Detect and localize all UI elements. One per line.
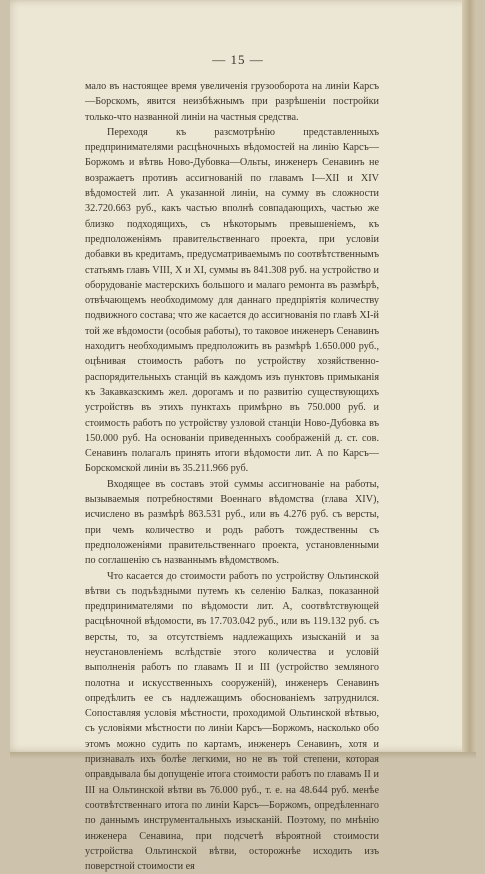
paragraph-1: мало въ настоящее время увеличенія грузооборота на линіи Карсъ—Борскомъ, явится неизбѣжнымъ при разрѣшеніи постройки только-что названной линіи на частныя средства. [85, 79, 379, 125]
page-number: — 15 — [0, 52, 476, 68]
paragraph-2: Переходя къ разсмотрѣнію представленныхъ предпринимателями расцѣночныхъ вѣдомостей на линію Карсъ—Боржомъ и вѣтвь Ново-Дубовка—Ольты, инженеръ Сенавинъ не возражаетъ противъ ассигнованій по главамъ I—XII и XIV вѣдомостей лит. А указанной линіи, на сумму въ сложности 32.720.663 руб., какъ частью вполнѣ совпадающихъ, частью же близко подходящихъ, съ нѣкоторымъ превышеніемъ, къ предположеніямъ правительственнаго проекта, при условіи добавки въ кредитамъ, предусматриваемымъ по соотвѣтственнымъ статьямъ главъ VIII, X и XI, суммы въ 841.308 руб. на устройство и оборудованіе мастерскихъ большого и малаго ремонта въ размѣрѣ, отвѣчающемъ необходимому для даннаго предпріятія количеству подвижного состава; что же касается до ассигнованія по главѣ XI-й той же вѣдомости (особыя работы), то таковое инженеръ Сенавинъ находитъ необходимымъ предположить въ размѣрѣ 1.650.000 руб., оцѣнивая стоимость работъ по устройству хозяйственно-распорядительныхъ станцій въ каждомъ изъ пунктовъ примыканія къ Закавказскимъ жел. дорогамъ и по развитію существующихъ устройствъ въ этихъ пунктахъ примѣрно въ 750.000 руб. и стоимость работъ по устройству узловой станціи Ново-Дубовка въ 150.000 руб. На основаніи приведенныхъ соображеній д. ст. сов. Сенавинъ полагалъ принять итоги вѣдомости лит. А по Карсъ—Борскомской линіи въ 35.211.966 руб. [85, 125, 379, 477]
paragraph-4: Что касается до стоимости работъ по устройству Ольтинской вѣтви съ подъѣздными путемъ къ селенію Балказ, показанной предпринимателями по вѣдомости лит. А, соотвѣтствующей расцѣночной вѣдомости, въ 17.703.042 руб., или въ 119.132 руб. съ версты, то, за отсутствіемъ надлежащихъ изысканій и за неустановленіемъ вслѣдствіе этого количества и условій выполненія работъ по главамъ II и III (устройство земляного полотна и искусственныхъ сооруженій), инженеръ Сенавинъ опредѣлить ее съ надлежащимъ обоснованіемъ затруднился. Сопоставляя условія мѣстности, проходимой Ольтинской вѣтвью, съ условіями мѣстности по линіи Карсъ—Боржомъ, насколько обо этомъ можно судить по картамъ, инженеръ Сенавинъ, хотя и признавалъ ихъ болѣе легкими, но не въ той степени, которая оправдывала бы допущеніе итога стоимости работъ по главамъ II и III на Ольтинской вѣтви въ 76.000 руб., т. е. на 48.644 руб. менѣе соотвѣтственнаго итога по линіи Карсъ—Боржомъ, опредѣленнаго по даннымъ инструментальныхъ изысканій. Поэтому, по мнѣнію инженера Сенавина, при подсчетѣ вѣроятной стоимости устройства Ольтинской вѣтви, осторожнѣе исходить изъ поверстной стоимости ея [85, 569, 379, 874]
body-text [85, 79, 379, 874]
page-fold-shadow [462, 0, 476, 752]
paragraph-3: Входящее въ составъ этой суммы ассигнованіе на работы, вызываемыя потребностями Военнаго вѣдомства (глава XIV), исчислено въ размѣрѣ 863.531 руб., или въ 4.276 руб. съ версты, при чемъ количество и родъ работъ тождественны съ предположеніями правительственнаго проекта, установленными по соглашенію съ названнымъ вѣдомствомъ. [85, 477, 379, 569]
